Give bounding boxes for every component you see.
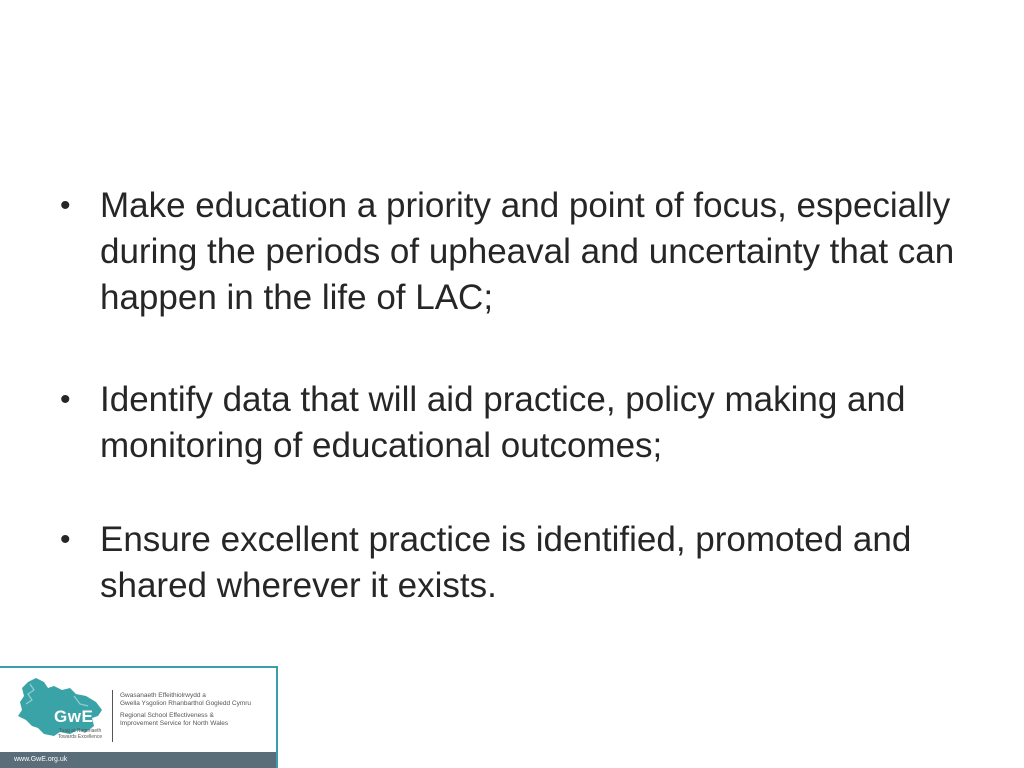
bullet-symbol: • — [60, 523, 71, 556]
gwe-logo-panel — [0, 666, 278, 768]
bullet-item — [58, 183, 968, 321]
bullet-item — [58, 517, 968, 609]
bullet-symbol: • — [60, 189, 71, 222]
service-name-welsh-line: Gwasanaeth Effeithiolrwydd a — [120, 692, 206, 699]
bullet-item — [58, 377, 968, 469]
gwe-wordmark: GwE — [54, 707, 94, 726]
logo-tagline: Tuag at Ragoriaeth Towards Excellence — [57, 728, 103, 740]
bullet-list — [58, 183, 968, 665]
service-name-english-line: Improvement Service for North Wales — [120, 720, 229, 727]
logo-divider — [112, 690, 113, 742]
bullet-text: Make education a priority and point of focus, especially during the periods of upheaval and uncertainty that can happen in the life of LAC; — [100, 186, 955, 317]
bullet-text: Identify data that will aid practice, policy making and monitoring of educational outcomes; — [100, 380, 906, 465]
service-name-english-line: Regional School Effectiveness & — [120, 712, 214, 719]
url-bar — [0, 752, 276, 768]
service-name-welsh-line: Gwella Ysgolion Rhanbarthol Gogledd Cymru — [120, 700, 252, 707]
bullet-text: Ensure excellent practice is identified, promoted and shared wherever it exists. — [100, 520, 912, 605]
service-name-welsh — [120, 692, 270, 708]
bullet-symbol: • — [60, 383, 71, 416]
service-name-english — [120, 712, 270, 728]
website-url[interactable]: www.GwE.org.uk — [14, 756, 68, 763]
